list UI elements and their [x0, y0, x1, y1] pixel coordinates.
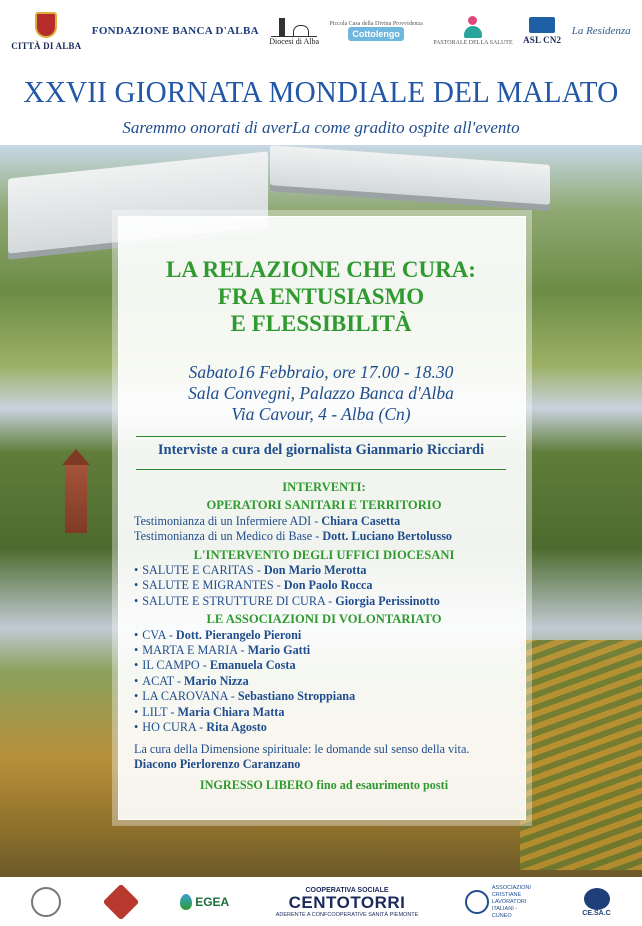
fondazione-banca-alba-logo: FONDAZIONE BANCA D'ALBA [91, 25, 259, 37]
spiritual-speaker: Diacono Pierlorenzo Caranzano [134, 756, 301, 771]
bell-tower-image [65, 463, 87, 533]
acli-emblem-icon [465, 890, 489, 914]
acli-logo: ASSOCIAZIONI CRISTIANE LAVORATORI ITALIANI - CUNEO [465, 885, 536, 920]
egea-logo: EGEA [180, 894, 229, 910]
la-residenza-logo: La Residenza [571, 25, 631, 37]
divider [136, 436, 506, 437]
asl-cn2-logo: ASL CN2 [523, 17, 561, 45]
interviews-line: Interviste a cura del giornalista Gianmario Ricciardi [157, 442, 485, 458]
section-title-associazioni: LE ASSOCIAZIONI DI VOLONTARIATO [206, 612, 442, 627]
round-seal-icon [31, 887, 61, 917]
cesac-logo: CE.SA.C [582, 888, 610, 917]
event-title: LA RELAZIONE CHE CURA: FRA ENTUSIASMO E FLESSIBILITÀ [166, 257, 476, 336]
list-item: • LA CAROVANA - Sebastiano Stroppiana [134, 689, 514, 704]
list-item: Testimonianza di un Medico di Base - Dott. Luciano Bertolusso [134, 529, 453, 544]
top-sponsor-bar [0, 0, 642, 62]
pastorale-salute-logo: PASTORALE DELLA SALUTE [433, 16, 512, 46]
list-item: • SALUTE E STRUTTURE DI CURA - Giorgia Perissinotto [134, 594, 514, 609]
page-subtitle: Saremmo onorati di averLa come gradito ospite all'evento [122, 118, 520, 137]
citta-di-alba-logo: CITTÀ DI ALBA [11, 12, 81, 51]
spiritual-talk: La cura della Dimensione spirituale: le domande sul senso della vita. [134, 741, 470, 756]
cross-emblem-icon [102, 884, 139, 921]
list-item: • ACAT - Mario Nizza [134, 674, 514, 689]
list-item: • MARTA E MARIA - Mario Gatti [134, 643, 514, 658]
cottolengo-logo: Piccola Casa della Divina Provvidenza Cottolengo [329, 21, 423, 39]
pastorale-icon [462, 16, 484, 40]
event-when-where: Sabato16 Febbraio, ore 17.00 - 18.30 Sala Convegni, Palazzo Banca d'Alba Via Cavour, 4 - Alba (Cn) [188, 362, 454, 424]
vineyard-image [520, 640, 642, 870]
list-item: • SALUTE E CARITAS - Don Mario Merotta [134, 563, 514, 578]
cesac-emblem-icon [584, 888, 610, 910]
hospital-wing-image [270, 145, 550, 205]
entry-note: INGRESSO LIBERO fino ad esaurimento posti [199, 778, 449, 793]
list-item: • SALUTE E MIGRANTES - Don Paolo Rocca [134, 578, 514, 593]
program-heading: INTERVENTI: [282, 480, 366, 494]
section-title-operatori: OPERATORI SANITARI E TERRITORIO [206, 498, 442, 513]
crest-icon [35, 12, 57, 38]
section-title-uffici: L'INTERVENTO DEGLI UFFICI DIOCESANI [193, 547, 455, 562]
centotorri-logo: COOPERATIVA SOCIALE CENTOTORRI ADERENTE A CONFCOOPERATIVE SANITÀ PIEMONTE [275, 886, 419, 918]
asl-icon [529, 17, 555, 33]
page-title: XXVII GIORNATA MONDIALE DEL MALATO [23, 74, 619, 109]
drop-icon [180, 894, 192, 910]
list-item: Testimonianza di un Infermiere ADI - Chiara Casetta [134, 513, 401, 528]
list-item: • IL CAMPO - Emanuela Costa [134, 658, 514, 673]
diocesi-di-alba-logo: Diocesi di Alba [269, 16, 319, 46]
bottom-sponsor-bar [0, 878, 642, 926]
list-item: • LILT - Maria Chiara Matta [134, 705, 514, 720]
program [134, 480, 514, 794]
list-item: • HO CURA - Rita Agosto [134, 720, 514, 735]
skyline-icon [271, 16, 317, 37]
divider [136, 469, 506, 470]
list-item: • CVA - Dott. Pierangelo Pieroni [134, 628, 514, 643]
